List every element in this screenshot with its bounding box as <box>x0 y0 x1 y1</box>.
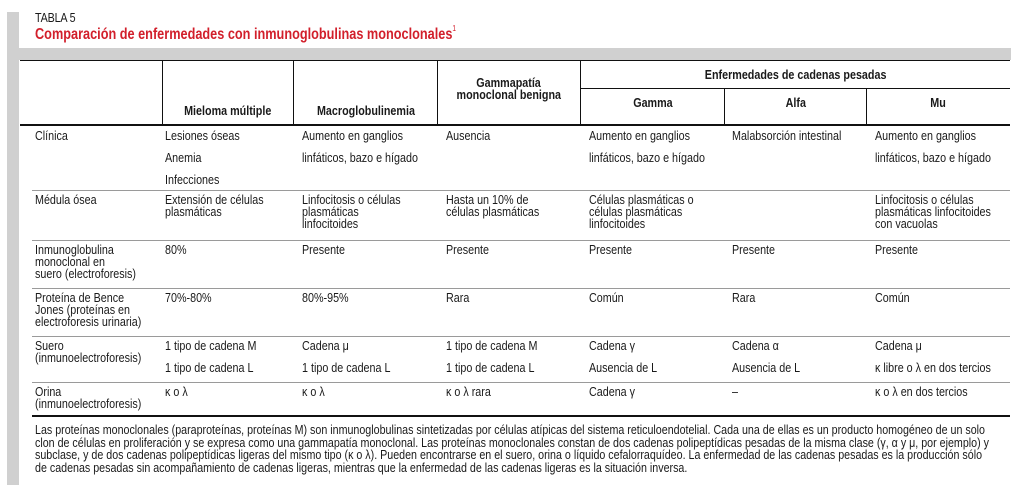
cell-line: electroforesis urinaria) <box>35 315 142 329</box>
column-header-macroglobulinemia: Macroglobulinemia <box>316 104 415 118</box>
cell-line: (inmunoelectroforesis) <box>35 397 142 411</box>
cell-line: Cadena α <box>732 339 779 353</box>
table-label: TABLA 5 <box>35 11 76 25</box>
row-label <box>35 130 73 142</box>
row-label <box>35 340 159 364</box>
footnote-line: de cadenas pesadas sin acompañamiento de cadenas ligeras, mientras que la enfermedad de las cadenas ligeras es la situación inversa. <box>35 461 688 476</box>
footnote-line: clon de células en proliferación y se expresa como una gammapatía monoclonal. Las proteínas monoclonales constan de dos cadenas polipeptídicas pesadas de la misma clase (γ, α y μ, por ejemplo) y <box>35 435 989 450</box>
table-bottom-rule <box>32 415 1010 417</box>
table-cell <box>875 292 915 304</box>
cell-line: Hasta un 10% de <box>446 193 529 207</box>
cell-line: Extensión de células <box>165 193 264 207</box>
row-separator <box>32 382 1010 383</box>
cell-line: 1 tipo de cadena L <box>165 361 254 375</box>
frame-left-bar <box>7 12 19 485</box>
cell-line: κ libre o λ en dos tercios <box>875 361 991 375</box>
gammapatia-line-1: Gammapatía <box>476 75 542 90</box>
cell-line: κ o λ <box>165 385 188 399</box>
frame-top-band <box>19 48 1011 60</box>
cell-line: Presente <box>302 243 346 257</box>
row-label <box>35 386 159 410</box>
row-separator <box>32 288 1010 289</box>
cell-line: Ausencia de L <box>589 361 658 375</box>
cell-line: suero (electroforesis) <box>35 267 136 281</box>
table-cell <box>165 292 219 304</box>
cell-line: Común <box>589 291 624 305</box>
table-cell <box>446 130 497 142</box>
cell-line: Aumento en ganglios <box>302 129 404 143</box>
cell-line: 1 tipo de cadena L <box>446 361 535 375</box>
table-cell <box>875 130 1010 164</box>
table-cell <box>165 244 190 256</box>
table-cell <box>875 244 925 256</box>
column-header-gamma: Gamma <box>632 96 673 110</box>
table-cell <box>732 244 782 256</box>
row-label <box>35 194 107 206</box>
cell-line: – <box>732 385 738 399</box>
table-cell <box>875 386 983 398</box>
table-cell <box>732 292 759 304</box>
cell-line: Ausencia <box>446 129 491 143</box>
table-cell <box>165 340 271 374</box>
table-cell <box>875 340 1010 374</box>
cell-line: Suero <box>35 339 64 353</box>
cell-line: linfáticos, bazo e hígado <box>875 151 991 165</box>
cell-line: Lesiones óseas <box>165 129 240 143</box>
cell-line: 1 tipo de cadena M <box>446 339 538 353</box>
table-cell <box>302 130 437 164</box>
cell-line: linfocitoides <box>589 217 646 231</box>
cell-line: 1 tipo de cadena M <box>165 339 257 353</box>
table-cell <box>589 130 724 164</box>
table-cell <box>302 244 352 256</box>
cell-line: κ o λ rara <box>446 385 491 399</box>
cell-line: linfocitoides <box>302 217 359 231</box>
cell-line: Común <box>875 291 910 305</box>
cell-line: monoclonal en <box>35 255 105 269</box>
cell-line: plasmáticas <box>165 205 222 219</box>
cell-line: Rara <box>446 291 470 305</box>
table-footnote <box>35 423 989 476</box>
table-cell <box>302 340 405 374</box>
cell-line: Anemia <box>165 151 202 165</box>
row-separator <box>32 336 1010 337</box>
cell-line: (inmunoelectroforesis) <box>35 351 142 365</box>
cell-line: Ausencia de L <box>732 361 801 375</box>
table-cell <box>165 130 252 186</box>
table-cell <box>875 194 1010 230</box>
column-header-gammapatia <box>438 60 580 117</box>
cell-line: Proteína de Bence <box>35 291 125 305</box>
table-cell <box>165 194 280 218</box>
gammapatia-line-2: monoclonal benigna <box>456 87 562 102</box>
table-title-text: Comparación de enfermedades con inmunoglobulinas monoclonales <box>35 26 453 44</box>
table-cell <box>589 194 711 230</box>
table-cell <box>589 340 668 374</box>
cell-line: 1 tipo de cadena L <box>302 361 391 375</box>
cell-line: plasmáticas linfocitoides <box>875 205 991 219</box>
cell-line: Malabsorción intestinal <box>732 129 842 143</box>
table-cell <box>446 340 552 374</box>
table-cell <box>589 386 643 398</box>
table-cell <box>732 386 739 398</box>
cell-line: Linfocitosis o células <box>302 193 401 207</box>
cell-line: Cadena γ <box>589 385 636 399</box>
cell-line: plasmáticas <box>302 205 359 219</box>
cell-line: Clínica <box>35 129 68 143</box>
table-title <box>35 26 456 44</box>
cell-line: 70%-80% <box>165 291 212 305</box>
row-separator <box>32 240 1010 241</box>
group-header-cadenas-pesadas: Enfermedades de cadenas pesadas <box>704 68 887 82</box>
cell-line: κ o λ en dos tercios <box>875 385 968 399</box>
cell-line: Cadena γ <box>589 339 636 353</box>
cell-line: Cadena μ <box>302 339 349 353</box>
header-bottom-rule <box>20 124 1010 126</box>
cell-line: 80% <box>165 243 187 257</box>
cell-line: Presente <box>732 243 776 257</box>
column-header-alfa: Alfa <box>785 96 806 110</box>
cell-line: 80%-95% <box>302 291 349 305</box>
table-cell <box>732 130 859 142</box>
row-separator <box>32 190 1010 191</box>
cell-line: κ o λ <box>302 385 325 399</box>
table-cell <box>446 194 554 218</box>
cell-line: con vacuolas <box>875 217 938 231</box>
table-cell <box>165 386 191 398</box>
table-cell <box>732 340 811 374</box>
cell-line: Presente <box>446 243 490 257</box>
cell-line: linfáticos, bazo e hígado <box>302 151 418 165</box>
table-cell <box>589 244 639 256</box>
cell-line: Jones (proteínas en <box>35 303 131 317</box>
cell-line: Médula ósea <box>35 193 97 207</box>
table-cell <box>302 386 328 398</box>
cell-line: células plasmáticas <box>446 205 540 219</box>
row-label <box>35 244 152 280</box>
table-cell <box>446 292 473 304</box>
cell-line: Presente <box>589 243 633 257</box>
table-cell <box>589 292 629 304</box>
table-cell <box>302 194 417 230</box>
cell-line: Presente <box>875 243 919 257</box>
column-header-mieloma: Mieloma múltiple <box>184 104 272 118</box>
cell-line: Rara <box>732 291 756 305</box>
cell-line: Infecciones <box>165 173 220 187</box>
cell-line: Cadena μ <box>875 339 922 353</box>
cell-line: Linfocitosis o células <box>875 193 974 207</box>
cell-line: células plasmáticas <box>589 205 683 219</box>
table-cell <box>302 292 356 304</box>
cell-line: Células plasmáticas o <box>589 193 694 207</box>
cell-line: linfáticos, bazo e hígado <box>589 151 705 165</box>
cell-line: Orina <box>35 385 62 399</box>
footnote-line: subclase, y de dos cadenas polipeptídicas ligeras del mismo tipo (κ o λ). Pueden encontrarse en el suero, orina o líquido cefalorraquídeo. La enfermedad de las cadenas pesadas es la producción sólo <box>35 448 983 463</box>
row-label <box>35 292 159 328</box>
column-header-mu: Mu <box>930 96 947 110</box>
table-cell <box>446 386 498 398</box>
cell-line: Aumento en ganglios <box>875 129 977 143</box>
cell-line: Aumento en ganglios <box>589 129 691 143</box>
footnote-line: Las proteínas monoclonales (paraproteínas, proteínas M) son inmunoglobulinas sintetizadas por células atípicas del sistema reticuloendotelial. Cada una de ellas es un producto homogéneo de un solo <box>35 423 985 437</box>
footnote-marker: 1 <box>452 24 457 33</box>
cell-line: Inmunoglobulina <box>35 243 114 257</box>
table-cell <box>446 244 496 256</box>
